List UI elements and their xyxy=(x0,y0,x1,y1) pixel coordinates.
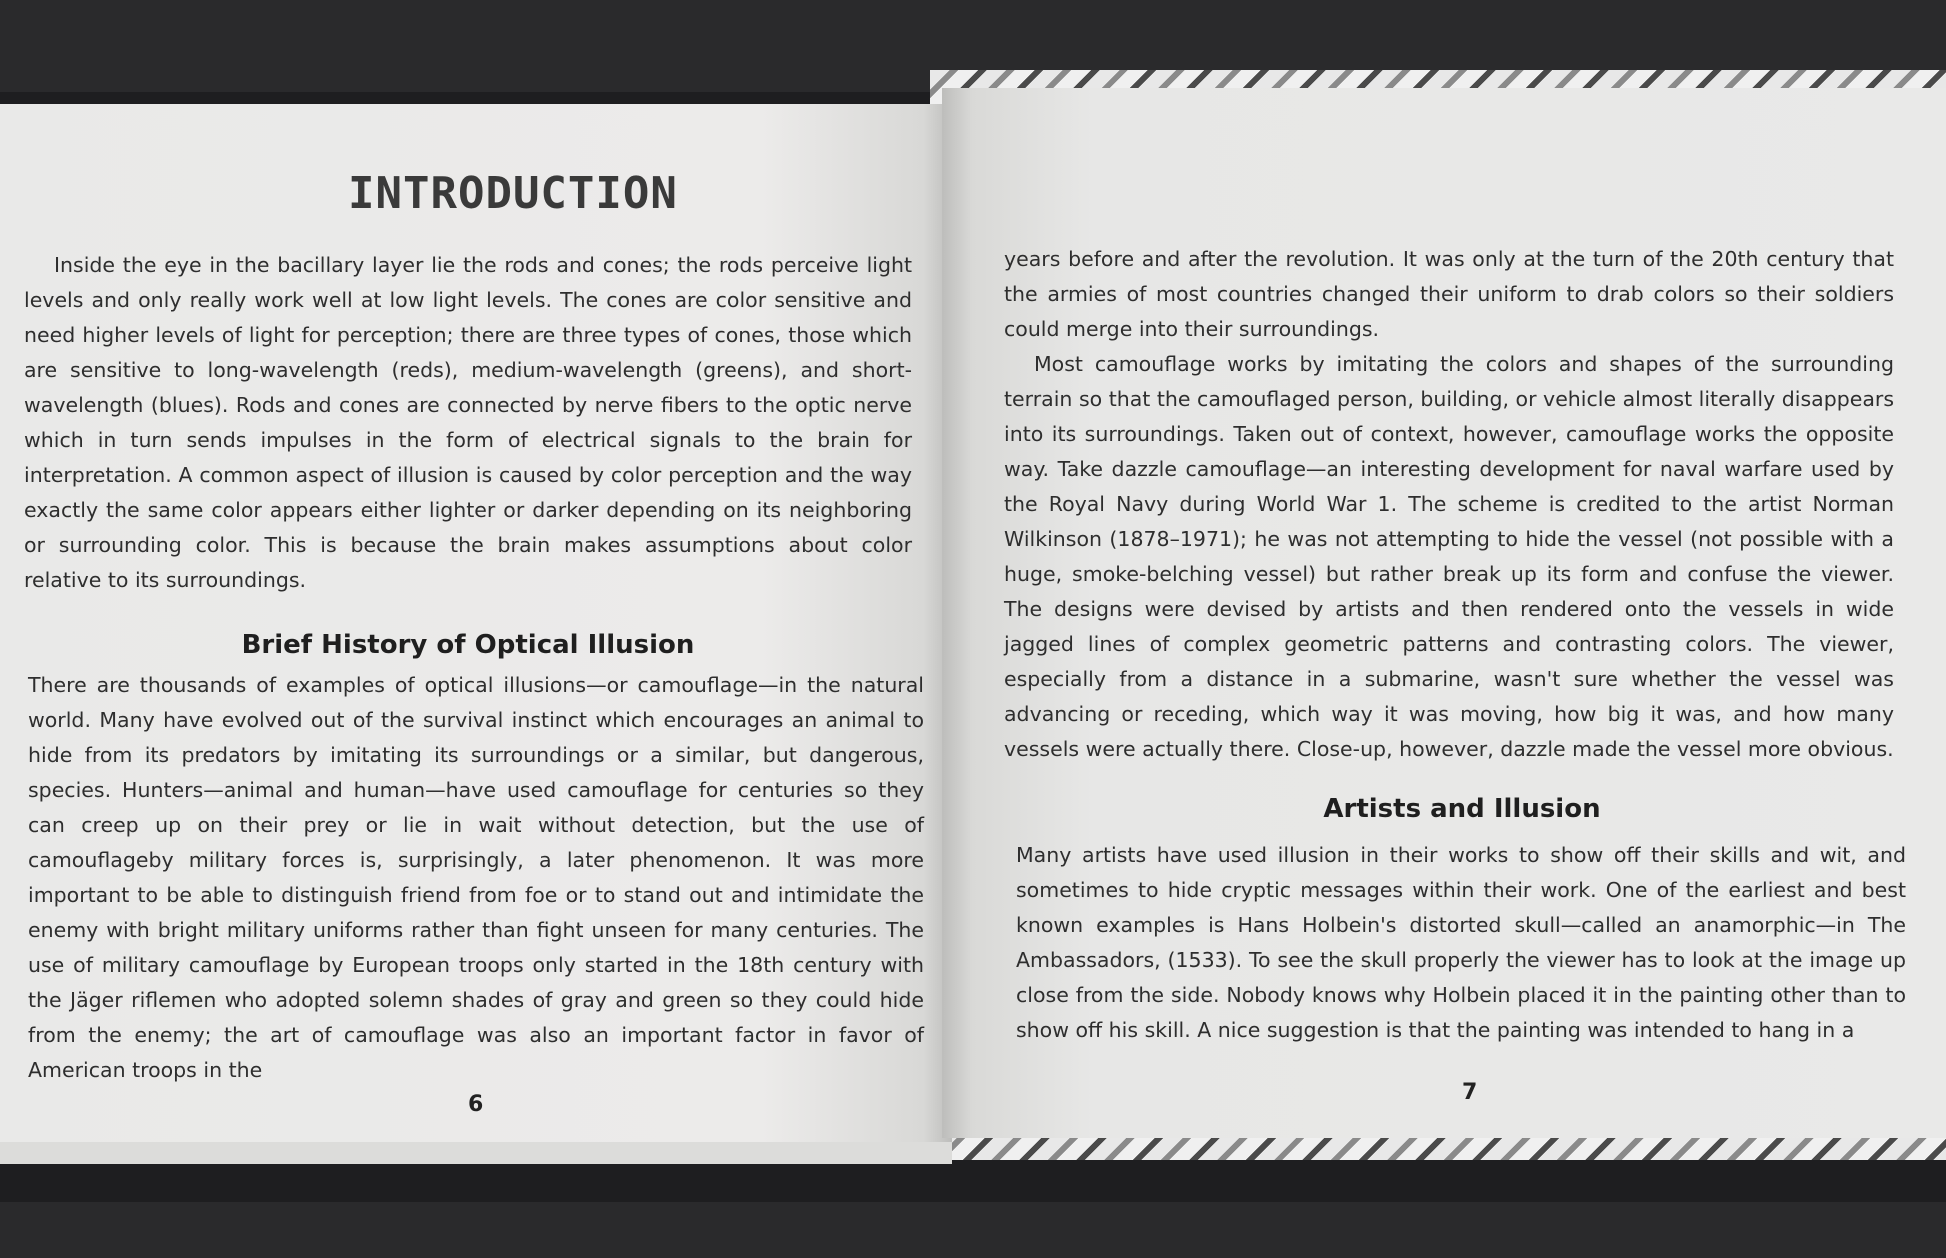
page-number-right: 7 xyxy=(1462,1080,1478,1105)
artists-text: Many artists have used illusion in their works to show off their skills and wit, and sometimes to hide cryptic messages within their work. One of the earliest and best known examples is Hans Holbein's distorted skull—called an anamorphic—in The Ambassadors, (1533). To see the skull properly the viewer has to look at the image up close from the side. Nobody knows why Holbein placed it in the painting other than to show off his skill. A nice suggestion is that the painting was intended to hang in a xyxy=(1016,843,1906,1042)
camouflage-text: Most camouflage works by imitating the colors and shapes of the surrounding terrain so that the camouflaged person, building, or vehicle almost literally disappears into its surroundings. Taken out of context, however, camouflage works the opposite way. Take dazzle camouflage—an interesting development for naval warfare used by the Royal Navy during World War 1. The scheme is credited to the artist Norman Wilkinson (1878–1971); he was not attempting to hide the vessel (not possible with a huge, smoke-belching vessel) but rather break up its form and confuse the viewer. The designs were devised by artists and then rendered onto the vessels in wide jagged lines of complex geometric patterns and contrasting colors. The viewer, especially from a distance in a submarine, wasn't sure whether the vessel was advancing or receding, which way it was moving, how big it was, and how many vessels were actually there. Close-up, however, dazzle made the vessel more obvious. xyxy=(1004,352,1894,761)
continuation-text: years before and after the revolution. It was only at the turn of the 20th century that the armies of most countries changed their uniform to drab colors so their soldiers could merge into their surroundings. xyxy=(1004,247,1894,341)
faint-show-through-title xyxy=(1330,166,1570,210)
section-heading-artists: Artists and Illusion xyxy=(1323,794,1601,824)
artists-paragraph xyxy=(1016,838,1906,1048)
intro-paragraph xyxy=(24,248,912,598)
introduction-title: INTRODUCTION xyxy=(348,164,588,224)
page-number-left: 6 xyxy=(468,1092,484,1117)
section-heading-brief-history: Brief History of Optical Illusion xyxy=(241,630,695,660)
right-text-column xyxy=(1004,242,1894,767)
history-text: There are thousands of examples of optical illusions—or camouflage—in the natural world. Many have evolved out of the survival instinct which encourages an animal to hide from its predators by imitating its surroundings or a similar, but dangerous, species. Hunters—animal and human—have used camouflage for centuries so they can creep up on their prey or lie in wait without detection, but the use of camouflageby military forces is, surprisingly, a later phenomenon. It was more important to be able to distinguish friend from foe or to stand out and intimidate the enemy with bright military uniforms rather than fight unseen for many centuries. The use of military camouflage by European troops only started in the 18th century with the Jäger riflemen who adopted solemn shades of gray and green so they could hide from the enemy; the art of camouflage was also an important factor in favor of American troops in the xyxy=(28,673,924,1082)
history-paragraph xyxy=(28,668,924,1088)
intro-text: Inside the eye in the bacillary layer lie the rods and cones; the rods perceive light levels and only really work well at low light levels. The cones are color sensitive and need higher levels of light for perception; there are three types of cones, those which are sensitive to long-wavelength (reds), medium-wavelength (greens), and short-wavelength (blues). Rods and cones are connected by nerve fibers to the optic nerve which in turn sends impulses in the form of electrical signals to the brain for interpretation. A common aspect of illusion is caused by color perception and the way exactly the same color appears either lighter or darker depending on its neighboring or surrounding color. This is because the brain makes assumptions about color relative to its surroundings. xyxy=(24,253,912,592)
